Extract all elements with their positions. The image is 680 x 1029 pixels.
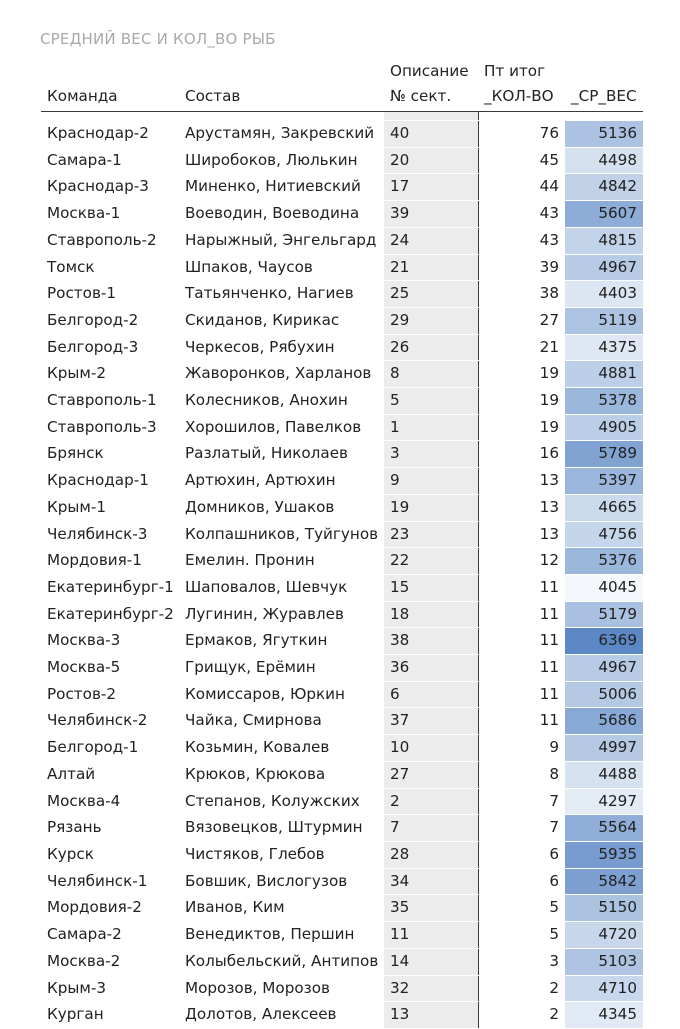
header-avg-top [565,59,643,84]
avg-weight-cell: 4967 [565,655,643,682]
team-cell: Рязань [41,815,179,842]
section-cell: 28 [384,841,478,868]
avg-weight-cell: 5397 [565,468,643,495]
count-cell: 19 [478,414,565,441]
team-cell: Челябинск-3 [41,521,179,548]
table-row[interactable] [41,761,643,788]
table-row[interactable] [41,521,643,548]
table-row[interactable] [41,494,643,521]
team-cell: Курган [41,1002,179,1029]
members-cell: Комиссаров, Юркин [179,681,384,708]
count-cell: 13 [478,521,565,548]
team-cell: Ростов-2 [41,681,179,708]
spacer-cell [179,112,384,121]
section-cell: 37 [384,708,478,735]
spacer-cell [478,112,565,121]
team-cell: Краснодар-1 [41,468,179,495]
count-cell: 6 [478,841,565,868]
members-cell: Ермаков, Ягуткин [179,628,384,655]
section-cell: 39 [384,201,478,228]
section-cell: 40 [384,121,478,148]
count-cell: 16 [478,441,565,468]
count-cell: 11 [478,655,565,682]
section-cell: 9 [384,468,478,495]
members-cell: Широбоков, Люлькин [179,147,384,174]
table-row[interactable] [41,174,643,201]
members-cell: Артюхин, Артюхин [179,468,384,495]
section-cell: 23 [384,521,478,548]
table-row[interactable] [41,441,643,468]
header-section[interactable]: № сект. [384,84,478,112]
section-cell: 20 [384,147,478,174]
count-cell: 39 [478,254,565,281]
section-cell: 22 [384,548,478,575]
count-cell: 7 [478,788,565,815]
team-cell: Москва-4 [41,788,179,815]
members-cell: Разлатый, Николаев [179,441,384,468]
avg-weight-cell: 4842 [565,174,643,201]
team-cell: Москва-2 [41,948,179,975]
section-cell: 24 [384,227,478,254]
count-cell: 7 [478,815,565,842]
table-row[interactable] [41,147,643,174]
avg-weight-cell: 5607 [565,201,643,228]
section-cell: 14 [384,948,478,975]
section-cell: 15 [384,574,478,601]
team-cell: Самара-1 [41,147,179,174]
members-cell: Колесников, Анохин [179,388,384,415]
section-cell: 25 [384,281,478,308]
count-cell: 3 [478,948,565,975]
count-cell: 5 [478,922,565,949]
section-cell: 21 [384,254,478,281]
count-cell: 45 [478,147,565,174]
section-cell: 27 [384,761,478,788]
count-cell: 21 [478,334,565,361]
table-row[interactable] [41,361,643,388]
members-cell: Нарыжный, Энгельгард [179,227,384,254]
members-cell: Хорошилов, Павелков [179,414,384,441]
avg-weight-cell: 4756 [565,521,643,548]
members-cell: Козьмин, Ковалев [179,735,384,762]
avg-weight-cell: 5686 [565,708,643,735]
members-cell: Лугинин, Журавлев [179,601,384,628]
members-cell: Чайка, Смирнова [179,708,384,735]
section-cell: 32 [384,975,478,1002]
team-cell: Крым-3 [41,975,179,1002]
header-members-top [179,59,384,84]
members-cell: Татьянченко, Нагиев [179,281,384,308]
members-cell: Грищук, Ерёмин [179,655,384,682]
members-cell: Жаворонков, Харланов [179,361,384,388]
header-count-top[interactable]: Пт итог [484,62,546,80]
count-cell: 27 [478,307,565,334]
members-cell: Домников, Ушаков [179,494,384,521]
count-cell: 13 [478,494,565,521]
avg-weight-cell: 5179 [565,601,643,628]
team-cell: Ростов-1 [41,281,179,308]
table-row[interactable] [41,841,643,868]
team-cell: Ставрополь-1 [41,388,179,415]
avg-weight-cell: 4498 [565,147,643,174]
avg-weight-cell: 5150 [565,895,643,922]
table-row[interactable] [41,388,643,415]
team-cell: Крым-1 [41,494,179,521]
avg-weight-cell: 4375 [565,334,643,361]
count-cell: 9 [478,735,565,762]
team-cell: Томск [41,254,179,281]
members-cell: Бовшик, Вислогузов [179,868,384,895]
avg-weight-cell: 6369 [565,628,643,655]
count-cell: 11 [478,601,565,628]
table-row[interactable] [41,681,643,708]
header-members[interactable]: Состав [179,84,384,112]
avg-weight-cell: 4720 [565,922,643,949]
team-cell: Краснодар-2 [41,121,179,148]
avg-weight-cell: 5842 [565,868,643,895]
team-cell: Алтай [41,761,179,788]
table-row[interactable] [41,121,643,148]
count-cell: 76 [478,121,565,148]
avg-weight-cell: 4815 [565,227,643,254]
members-cell: Долотов, Алексеев [179,1002,384,1029]
members-cell: Скиданов, Кирикас [179,307,384,334]
team-cell: Москва-1 [41,201,179,228]
section-cell: 8 [384,361,478,388]
section-cell: 38 [384,628,478,655]
table-row[interactable] [41,975,643,1002]
avg-weight-cell: 4997 [565,735,643,762]
table-row[interactable] [41,655,643,682]
header-team-top [41,59,179,84]
team-cell: Челябинск-1 [41,868,179,895]
avg-weight-cell: 5376 [565,548,643,575]
section-cell: 19 [384,494,478,521]
table-row[interactable] [41,601,643,628]
team-cell: Челябинск-2 [41,708,179,735]
table-row[interactable] [41,468,643,495]
table-row[interactable] [41,895,643,922]
avg-weight-cell: 4710 [565,975,643,1002]
count-cell: 6 [478,868,565,895]
spacer-cell [384,112,478,121]
header-team[interactable]: Команда [41,84,179,112]
table-row[interactable] [41,948,643,975]
avg-weight-cell: 4665 [565,494,643,521]
team-cell: Москва-3 [41,628,179,655]
header-row-top [41,59,643,84]
avg-weight-cell: 5378 [565,388,643,415]
members-cell: Шаповалов, Шевчук [179,574,384,601]
section-cell: 18 [384,601,478,628]
table-row[interactable] [41,922,643,949]
avg-weight-cell: 4045 [565,574,643,601]
table-row[interactable] [41,281,643,308]
members-cell: Колпашников, Туйгунов [179,521,384,548]
table-row[interactable] [41,1002,643,1029]
team-cell: Ставрополь-2 [41,227,179,254]
table-spacer [41,112,643,121]
members-cell: Вязовецков, Штурмин [179,815,384,842]
members-cell: Колыбельский, Антипов [179,948,384,975]
avg-weight-cell: 4403 [565,281,643,308]
spacer-cell [565,112,643,121]
table-row[interactable] [41,254,643,281]
members-cell: Чистяков, Глебов [179,841,384,868]
team-cell: Белгород-2 [41,307,179,334]
members-cell: Крюков, Крюкова [179,761,384,788]
count-cell: 12 [478,548,565,575]
team-cell: Екатеринбург-1 [41,574,179,601]
header-section-top[interactable]: Описание [390,62,469,80]
section-cell: 10 [384,735,478,762]
team-cell: Краснодар-3 [41,174,179,201]
section-cell: 13 [384,1002,478,1029]
table-row[interactable] [41,227,643,254]
table-row[interactable] [41,548,643,575]
avg-weight-cell: 5564 [565,815,643,842]
avg-weight-cell: 5103 [565,948,643,975]
section-cell: 34 [384,868,478,895]
header-avg[interactable]: _СР_ВЕС [565,84,643,112]
members-cell: Иванов, Ким [179,895,384,922]
count-cell: 19 [478,361,565,388]
table-row[interactable] [41,201,643,228]
count-cell: 11 [478,574,565,601]
section-cell: 17 [384,174,478,201]
count-cell: 11 [478,708,565,735]
section-cell: 7 [384,815,478,842]
avg-weight-cell: 5119 [565,307,643,334]
section-cell: 26 [384,334,478,361]
section-cell: 35 [384,895,478,922]
count-cell: 38 [478,281,565,308]
section-cell: 2 [384,788,478,815]
section-cell: 6 [384,681,478,708]
count-cell: 19 [478,388,565,415]
count-cell: 13 [478,468,565,495]
members-cell: Шпаков, Чаусов [179,254,384,281]
members-cell: Черкесов, Рябухин [179,334,384,361]
count-cell: 2 [478,975,565,1002]
count-cell: 11 [478,681,565,708]
table-row[interactable] [41,815,643,842]
avg-weight-cell: 5789 [565,441,643,468]
count-cell: 2 [478,1002,565,1029]
avg-weight-cell: 5935 [565,841,643,868]
section-cell: 29 [384,307,478,334]
avg-weight-cell: 4967 [565,254,643,281]
table-row[interactable] [41,868,643,895]
spacer-cell [41,112,179,121]
count-cell: 5 [478,895,565,922]
team-cell: Крым-2 [41,361,179,388]
table-row[interactable] [41,334,643,361]
team-cell: Курск [41,841,179,868]
team-cell: Брянск [41,441,179,468]
section-cell: 5 [384,388,478,415]
table-row[interactable] [41,735,643,762]
header-row-bottom [41,84,643,112]
table-row[interactable] [41,708,643,735]
section-cell: 36 [384,655,478,682]
table-row[interactable] [41,574,643,601]
members-cell: Арустамян, Закревский [179,121,384,148]
avg-weight-cell: 5006 [565,681,643,708]
members-cell: Емелин. Пронин [179,548,384,575]
count-cell: 11 [478,628,565,655]
count-cell: 43 [478,201,565,228]
avg-weight-cell: 4881 [565,361,643,388]
count-cell: 8 [478,761,565,788]
avg-weight-cell: 4297 [565,788,643,815]
count-cell: 43 [478,227,565,254]
section-cell: 1 [384,414,478,441]
avg-weight-cell: 4488 [565,761,643,788]
table-body [41,112,643,1029]
section-cell: 3 [384,441,478,468]
avg-weight-cell: 4905 [565,414,643,441]
table-row[interactable] [41,307,643,334]
team-cell: Екатеринбург-2 [41,601,179,628]
members-cell: Миненко, Нитиевский [179,174,384,201]
table-row[interactable] [41,628,643,655]
team-cell: Ставрополь-3 [41,414,179,441]
members-cell: Морозов, Морозов [179,975,384,1002]
count-cell: 44 [478,174,565,201]
team-cell: Белгород-3 [41,334,179,361]
team-cell: Мордовия-1 [41,548,179,575]
avg-weight-cell: 4345 [565,1002,643,1029]
members-cell: Воеводин, Воеводина [179,201,384,228]
members-cell: Степанов, Колужских [179,788,384,815]
team-cell: Москва-5 [41,655,179,682]
avg-weight-cell: 5136 [565,121,643,148]
table-row[interactable] [41,414,643,441]
report-title: СРЕДНИЙ ВЕС И КОЛ_ВО РЫБ [40,30,276,48]
team-cell: Мордовия-2 [41,895,179,922]
members-cell: Венедиктов, Першин [179,922,384,949]
header-count[interactable]: _КОЛ-ВО [478,84,565,112]
fish-results-table [41,59,643,1029]
table-row[interactable] [41,788,643,815]
section-cell: 11 [384,922,478,949]
team-cell: Самара-2 [41,922,179,949]
team-cell: Белгород-1 [41,735,179,762]
